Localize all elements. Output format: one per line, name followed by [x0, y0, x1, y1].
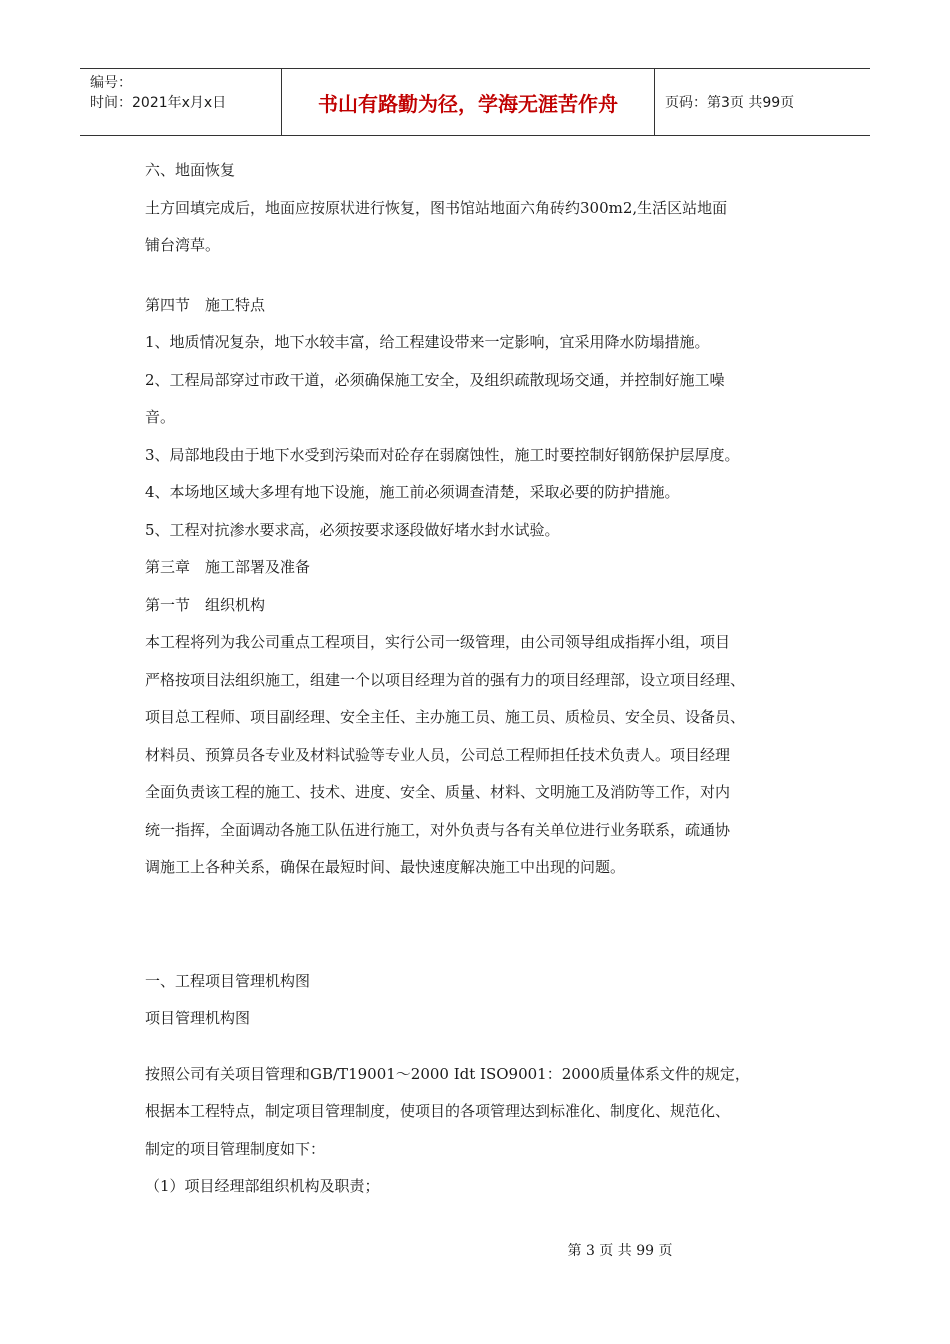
text-line: 按照公司有关项目管理和GB/T19001～2000 Idt ISO9001：2000质量体系文件的规定，	[145, 1064, 750, 1083]
header-page-info: 页码：第3页 共99页	[665, 95, 795, 111]
text-line: （1）项目经理部组织机构及职责；	[145, 1177, 380, 1195]
text-line: 制定的项目管理制度如下：	[145, 1139, 326, 1158]
chapter-heading: 第三章 施工部署及准备	[145, 558, 311, 576]
text-line: 材料员、预算员各专业及材料试验等专业人员，公司总工程师担任技术负责人。项目经理	[145, 745, 731, 764]
section-heading: 第一节 组织机构	[145, 595, 266, 614]
section-heading: 第四节 施工特点	[145, 295, 266, 314]
footer-page-number: 第 3 页 共 99 页	[567, 1243, 673, 1259]
section-management-rules	[145, 1056, 825, 1206]
document-number-label: 编号：	[90, 75, 132, 91]
text-line: 土方回填完成后，地面应按原状进行恢复，图书馆站地面六角砖约300m2,生活区站地面	[145, 198, 728, 217]
text-line: 严格按项目法组织施工，组建一个以项目经理为首的强有力的项目经理部，设立项目经理、	[145, 670, 746, 689]
text-line: 4、本场地区域大多埋有地下设施，施工前必须调查清楚，采取必要的防护措施。	[145, 483, 680, 501]
section-heading: 一、工程项目管理机构图	[145, 971, 311, 990]
text-line: 调施工上各种关系，确保在最短时间、最快速度解决施工中出现的问题。	[145, 858, 626, 876]
text-line: 音。	[145, 408, 176, 426]
text-line: 1、地质情况复杂，地下水较丰富，给工程建设带来一定影响，宜采用降水防塌措施。	[145, 333, 710, 351]
text-line: 根据本工程特点，制定项目管理制度，使项目的各项管理达到标准化、制度化、规范化、	[145, 1102, 731, 1120]
page-footer	[0, 1240, 950, 1260]
document-time-label: 时间：2021年x月x日	[90, 95, 227, 111]
section-construction-features	[145, 287, 825, 887]
text-line: 项目管理机构图	[145, 1009, 251, 1027]
text-line: 5、工程对抗渗水要求高，必须按要求逐段做好堵水封水试验。	[145, 520, 560, 539]
document-body	[145, 152, 825, 1206]
text-line: 铺台湾草。	[145, 236, 221, 254]
text-line: 六、地面恢复	[145, 161, 236, 179]
text-line: 全面负责该工程的施工、技术、进度、安全、质量、材料、文明施工及消防等工作，对内	[145, 783, 731, 801]
section-ground-restoration	[145, 152, 825, 265]
text-line: 本工程将列为我公司重点工程项目，实行公司一级管理，由公司领导组成指挥小组，项目	[145, 633, 731, 651]
text-line: 项目总工程师、项目副经理、安全主任、主办施工员、施工员、质检员、安全员、设备员、	[145, 708, 746, 726]
text-line: 2、工程局部穿过市政干道，必须确保施工安全，及组织疏散现场交通，并控制好施工噪	[145, 370, 725, 389]
header-motto: 书山有路勤为径，学海无涯苦作舟	[282, 69, 655, 135]
header-meta	[80, 69, 282, 135]
text-line: 统一指挥，全面调动各施工队伍进行施工，对外负责与各有关单位进行业务联系，疏通协	[145, 820, 731, 839]
text-line: 3、局部地段由于地下水受到污染而对砼存在弱腐蚀性，施工时要控制好钢筋保护层厚度。	[145, 445, 740, 464]
section-org-chart	[145, 963, 825, 1038]
page-header	[80, 68, 870, 136]
